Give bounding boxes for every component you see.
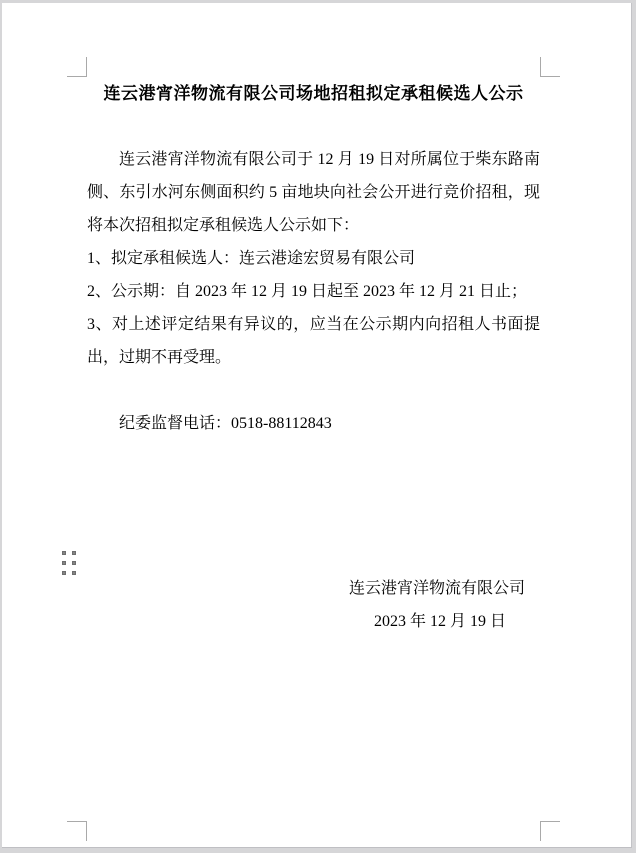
text-boundary-crop-mark-bottom-right <box>540 821 560 841</box>
signature-block <box>87 572 540 638</box>
text-boundary-crop-mark-bottom-left <box>67 821 87 841</box>
drag-handle-dot <box>62 561 66 565</box>
drag-handle-dot <box>72 551 76 555</box>
text-boundary-crop-mark-top-left <box>67 57 87 77</box>
page-title: 连云港宵洋物流有限公司场地招租拟定承租候选人公示 <box>103 84 524 103</box>
text-boundary-crop-mark-top-right <box>540 57 560 77</box>
paragraph-item-2-publicity-period: 2、公示期：自 2023 年 12 月 19 日起至 2023 年 12 月 21 日止； <box>87 283 528 300</box>
supervision-phone-line: 纪委监督电话：0518-88112843 <box>119 415 332 432</box>
drag-handle-dot <box>62 571 66 575</box>
paragraph-intro: 连云港宵洋物流有限公司于 12 月 19 日对所属位于柴东路南侧、东引水河东侧面积约 5 亩地块向社会公开进行竞价招租，现将本次招租拟定承租候选人公示如下： <box>87 151 540 234</box>
drag-handle-dot <box>72 561 76 565</box>
signature-company: 连云港宵洋物流有限公司 <box>348 580 525 597</box>
drag-handle-icon[interactable] <box>62 551 76 575</box>
drag-handle-dot <box>72 571 76 575</box>
signature-date: 2023 年 12 月 19 日 <box>373 613 506 630</box>
drag-handle-dot <box>62 551 66 555</box>
document-body <box>87 77 540 638</box>
paragraph-item-1-candidate: 1、拟定承租候选人：连云港途宏贸易有限公司 <box>87 250 416 267</box>
document-page <box>2 3 632 848</box>
paragraph-item-3-objection: 3、对上述评定结果有异议的，应当在公示期内向招租人书面提出，过期不再受理。 <box>87 316 540 366</box>
